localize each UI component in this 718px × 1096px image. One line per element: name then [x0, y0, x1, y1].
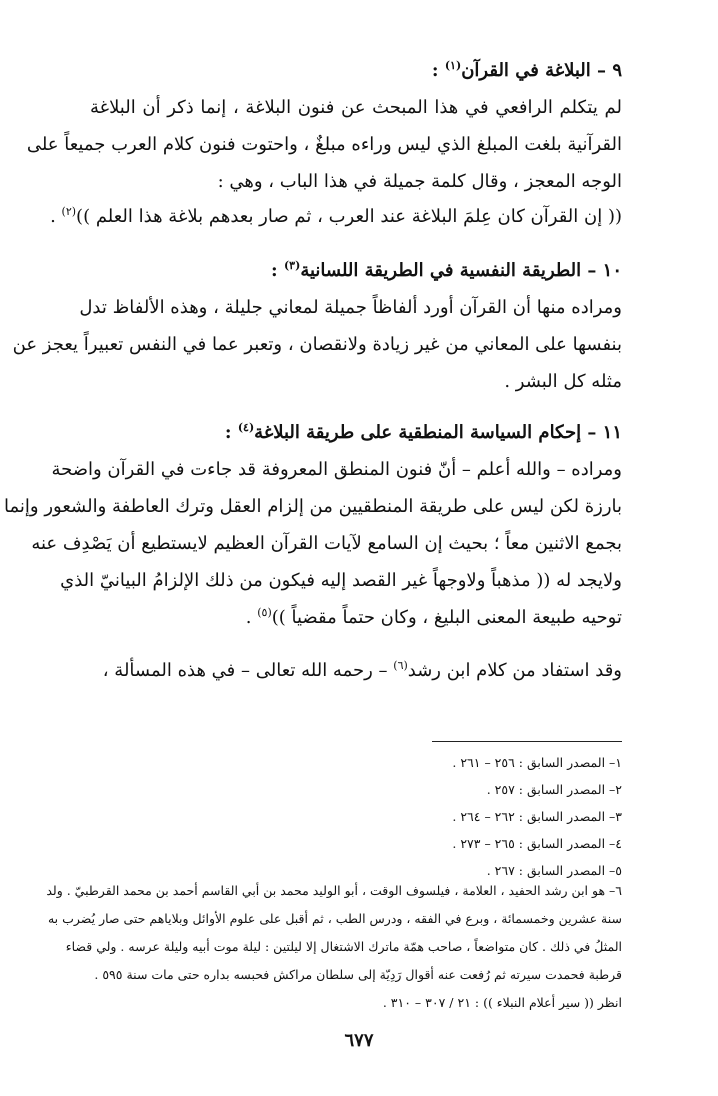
paragraph-line: لم يتكلم الرافعي في هذا المبحث عن فنون البلاغة ، إنما ذكر أن البلاغة	[90, 97, 622, 118]
footnote: ٣– المصدر السابق : ٢٦٢ – ٢٦٤ .	[452, 809, 622, 824]
footnote-ref-1: (١)	[444, 59, 462, 72]
paragraph-line: بارزة لكن ليس على طريقة المنطقيين من إلزام العقل وترك العاطفة والشعور وإنما	[4, 496, 622, 517]
paragraph-line: توحيه طبيعة المعنى البليغ ، وكان حتماً مقضياً ))$^{(٥)}$ .	[245, 606, 622, 628]
footnote-ref-5: (٥)	[257, 606, 272, 619]
paragraph-line: القرآنية بلغت المبلغ الذي ليس وراءه مبلغٌ ، واحتوت فنون كلام العرب جميعاً على	[26, 134, 622, 155]
footnote-6-line: انظر (( سير أعلام النبلاء )) : ٢١ / ٣٠٧ – ٣١٠ .	[382, 995, 622, 1010]
footnote: ٥– المصدر السابق : ٢٦٧ .	[486, 863, 622, 878]
section-9-heading: ٩ – البلاغة في القرآن$^{(١)}$ :	[431, 59, 622, 81]
paragraph-line: الوجه المعجز ، وقال كلمة جميلة في هذا الباب ، وهي :	[217, 171, 622, 192]
quote-line: (( إن القرآن كان عِلمَ البلاغة عند العرب ، ثم صار بعدهم بلاغة هذا العلم ))$^{(٢)}$ .	[50, 205, 622, 227]
footnote: ٢– المصدر السابق : ٢٥٧ .	[486, 782, 622, 797]
footnote-separator	[432, 741, 622, 742]
paragraph-line: بنفسها على المعاني من غير زيادة ولانقصان ، وتعبر عما في النفس تعبيراً يعجز عن	[12, 334, 622, 355]
footnote-6-line: قرطبة فحمدت سيرته ثم رُفعت عنه أقوال رَدِيّة إلى سلطان مراكش فحبسه بداره حتى مات سنة ٥٩٥ .	[94, 967, 622, 982]
closing-line: وقد استفاد من كلام ابن رشد$^{(٦)}$ – رحمه الله تعالى – في هذه المسألة ،	[102, 659, 622, 681]
footnote-ref-6: (٦)	[393, 659, 408, 672]
section-11-heading: ١١ – إحكام السياسة المنطقية على طريقة البلاغة$^{(٤)}$ :	[224, 421, 622, 443]
page-number: ٦٧٧	[344, 1030, 374, 1051]
paragraph-line: بجمع الاثنين معاً ؛ بحيث إن السامع لآيات القرآن العظيم لايستطيع أن يَصْدِف عنه	[31, 533, 622, 554]
paragraph-line: ومراده – والله أعلم – أنّ فنون المنطق المعروفة قد جاءت في القرآن واضحة	[51, 459, 622, 480]
paragraph-line: ولايجد له (( مذهباً ولاوجهاً غير القصد إليه فيكون من ذلك الإلزامُ البيانيّ الذي	[60, 570, 622, 591]
paragraph-line: ومراده منها أن القرآن أورد ألفاظاً جميلة لمعاني جليلة ، وهذه الألفاظ تدل	[79, 297, 622, 318]
paragraph-line: مثله كل البشر .	[504, 371, 622, 392]
footnote-ref-2: (٢)	[61, 205, 77, 218]
footnote-6-line: سنة عشرين وخمسمائة ، وبرع في الفقه ، ودرس الطب ، ثم أقبل على علوم الأوائل وبلاياهم حتى صار يُضرب به	[47, 911, 622, 926]
footnote: ٤– المصدر السابق : ٢٦٥ – ٢٧٣ .	[452, 836, 622, 851]
footnote-ref-3: (٣)	[283, 259, 301, 272]
footnote-ref-4: (٤)	[237, 421, 255, 434]
footnote-6-line: ٦– هو ابن رشد الحفيد ، العلامة ، فيلسوف الوقت ، أبو الوليد محمد بن أبي القاسم أحمد بن محمد القرطبيّ . ولد	[46, 883, 622, 898]
footnote-6-line: المثلُ في ذلك . كان متواضعاً ، صاحب همّة ماترك الاشتغال إلا ليلتين : ليلة موت أبيه وليلة عرسه . ولي قضاء	[65, 939, 622, 954]
section-10-heading: ١٠ – الطريقة النفسية في الطريقة اللسانية$^{(٣)}$ :	[271, 259, 622, 281]
footnote: ١– المصدر السابق : ٢٥٦ – ٢٦١ .	[452, 755, 622, 770]
